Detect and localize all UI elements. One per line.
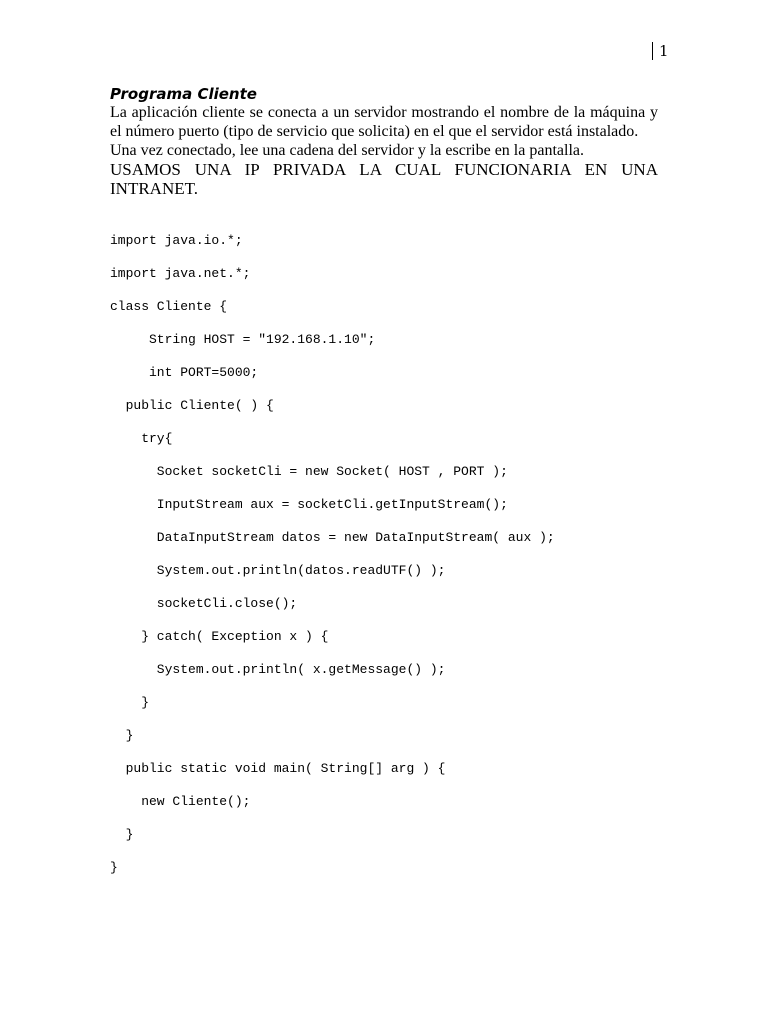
code-line: public Cliente( ) { <box>110 398 274 413</box>
code-line: import java.net.*; <box>110 266 251 281</box>
section-heading: Programa Cliente <box>110 85 257 103</box>
code-line: DataInputStream datos = new DataInputStream( aux ); <box>110 530 555 545</box>
code-line: Socket socketCli = new Socket( HOST , PORT ); <box>110 464 508 479</box>
code-line: } <box>110 860 118 875</box>
code-line: int PORT=5000; <box>110 365 259 380</box>
code-line: System.out.println( x.getMessage() ); <box>110 662 446 677</box>
code-line: String HOST = "192.168.1.10"; <box>110 332 376 347</box>
intro-paragraph: Una vez conectado, lee una cadena del servidor y la escribe en la pantalla. <box>110 142 584 159</box>
intro-paragraph: La aplicación cliente se conecta a un servidor mostrando el nombre de la máquina y el número puerto (tipo de servicio que solicita) en el que el servidor está instalado. <box>110 104 658 140</box>
code-line: } <box>110 827 134 842</box>
code-line: import java.io.*; <box>110 233 243 248</box>
code-line: } <box>110 695 150 710</box>
page-number-divider <box>652 42 653 60</box>
code-line: new Cliente(); <box>110 794 251 809</box>
code-line: public static void main( String[] arg ) { <box>110 761 446 776</box>
code-line: } catch( Exception x ) { <box>110 629 329 644</box>
code-line: class Cliente { <box>110 299 228 314</box>
code-line: try{ <box>110 431 173 446</box>
intro-paragraph-caps: USAMOS UNA IP PRIVADA LA CUAL FUNCIONARIA EN UNA INTRANET. <box>110 160 658 198</box>
code-line: System.out.println(datos.readUTF() ); <box>110 563 446 578</box>
code-block <box>110 232 555 892</box>
code-line: socketCli.close(); <box>110 596 298 611</box>
intro-text <box>110 103 658 198</box>
code-line: InputStream aux = socketCli.getInputStream(); <box>110 497 508 512</box>
page-number-value: 1 <box>659 42 669 60</box>
code-line: } <box>110 728 134 743</box>
page-number <box>652 40 669 62</box>
